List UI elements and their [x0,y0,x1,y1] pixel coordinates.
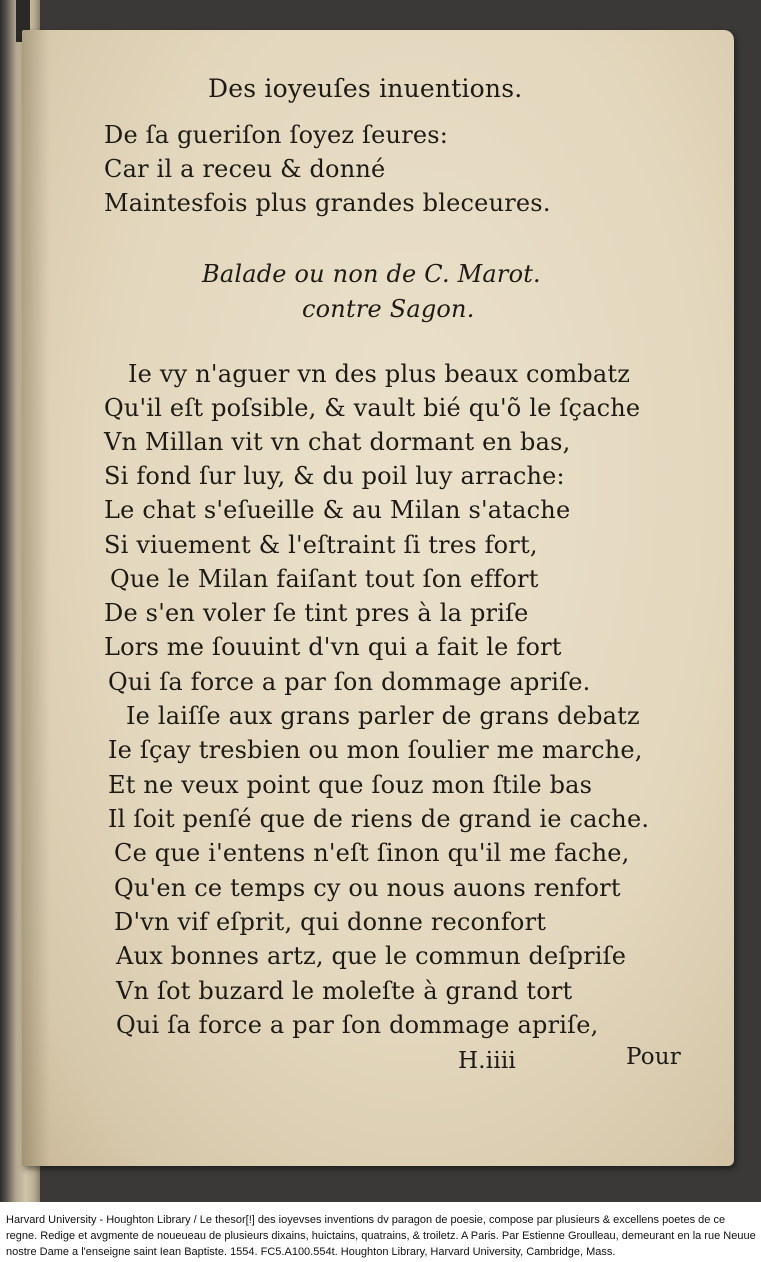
opening-line: Maintesfois plus grandes bleceures. [104,189,551,217]
verse-line: Si viuement & l'eſtraint ſi tres fort, [104,531,538,559]
image-caption: Harvard University - Houghton Library / Le thesor[!] des ioyevses inventions dv paragon de poesie, compose par plusieurs & excellens poetes de ce regne. Redige et avgmente de noueueau de plusieurs dixains, huictains, quatrains, & troiletz. A Paris. Par Estienne Groulleau, demeurant en la rue Neuue nostre Dame a l'enseigne saint Iean Baptiste. 1554. FC5.A100.554t. Houghton Library, Harvard University, Cambridge, Mass. [6,1214,756,1258]
verse-line: De s'en voler ſe tint pres à la priſe [104,599,529,627]
verse-line: Qui ſa force a par ſon dommage apriſe. [108,668,591,696]
verse-line: Et ne veux point que ſouz mon ſtile bas [108,771,593,799]
verse-line: Lors me ſouuint d'vn qui a fait le fort [104,633,562,661]
verse-line: Ie laiſſe aux grans parler de grans debatz [126,702,640,730]
poem-title: Balade ou non de C. Marot. [202,260,541,288]
verse-line: Vn ſot buzard le moleſte à grand tort [116,977,573,1005]
verse-line: Ie vy n'aguer vn des plus beaux combatz [128,360,631,388]
verse-line: Ce que i'entens n'eſt ſinon qu'il me fache, [114,839,630,867]
verse-line: Qu'en ce temps cy ou nous auons renfort [114,874,621,902]
opening-line: Car il a receu & donné [104,155,386,183]
opening-line: De ſa gueriſon ſoyez ſeures: [104,121,449,149]
running-header: Des ioyeuſes inuentions. [208,74,523,103]
poem-title: contre Sagon. [302,295,475,323]
verse-line: Que le Milan faiſant tout ſon effort [110,565,539,593]
verse-line: Il ſoit penſé que de riens de grand ie cache. [108,805,650,833]
verse-line: Aux bonnes artz, que le commun deſpriſe [116,942,627,970]
signature-mark: H.iiii [458,1048,516,1074]
catchword: Pour [626,1044,681,1070]
verse-line: Le chat s'eſueille & au Milan s'atache [104,496,571,524]
verse-line: Si fond ſur luy, & du poil luy arrache: [104,462,565,490]
verse-line: Vn Millan vit vn chat dormant en bas, [104,428,571,456]
verse-line: D'vn vif eſprit, qui donne reconfort [114,908,547,936]
verse-line: Ie ſçay tresbien ou mon ſoulier me marche, [108,736,643,764]
book-page [22,30,734,1166]
page-text [22,30,734,1166]
verse-line: Qui ſa force a par ſon dommage apriſe, [116,1011,599,1039]
verse-line: Qu'il eſt poſsible, & vault bié qu'õ le ſçache [104,394,641,422]
